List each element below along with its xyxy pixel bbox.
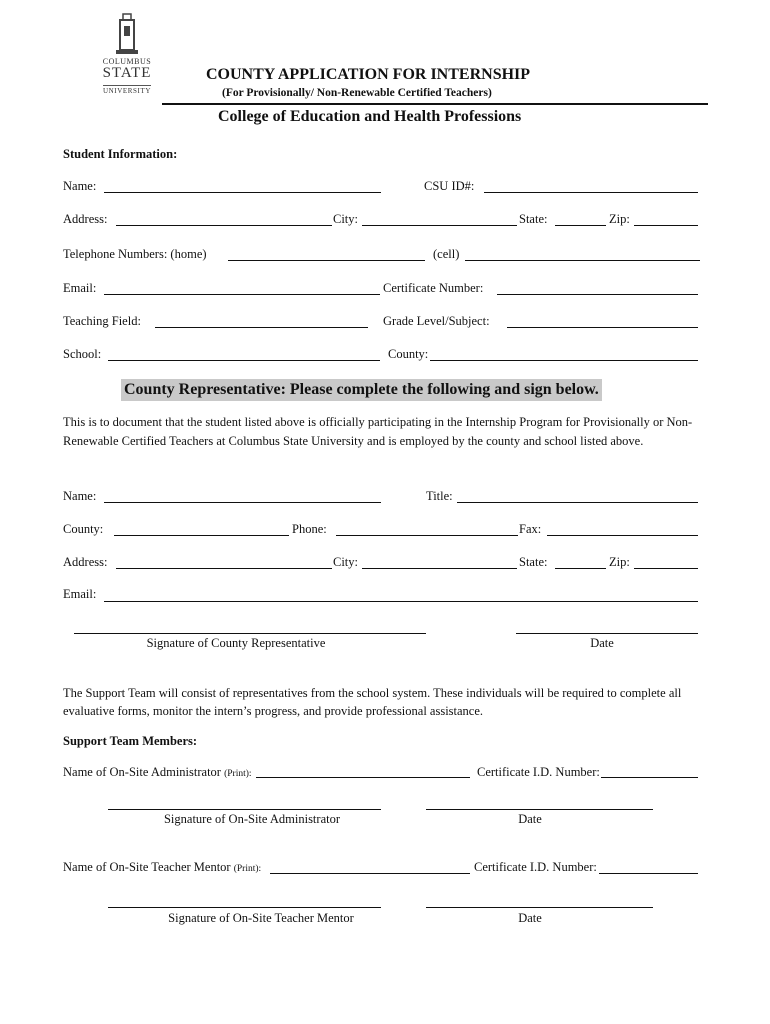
- admin-print-note: (Print):: [224, 769, 252, 779]
- mentor-print-note: (Print):: [233, 864, 262, 874]
- cell-phone-label: (cell): [433, 247, 460, 261]
- admin-date-line[interactable]: [426, 809, 653, 810]
- rep-name-label: Name:: [63, 489, 97, 503]
- rep-city-label: City:: [333, 555, 359, 569]
- rep-email-label: Email:: [63, 587, 97, 601]
- tower-icon: [114, 12, 140, 56]
- student-zip-field[interactable]: [634, 225, 698, 226]
- teaching-field-label: Teaching Field:: [63, 314, 141, 328]
- form-title: COUNTY APPLICATION FOR INTERNSHIP: [206, 66, 531, 83]
- header-rule: [162, 103, 708, 105]
- cell-phone-field[interactable]: [465, 260, 700, 261]
- rep-county-label: County:: [63, 522, 104, 536]
- mentor-name-label: [63, 860, 261, 875]
- certificate-number-field[interactable]: [497, 294, 698, 295]
- county-rep-heading: County Representative: Please complete the following and sign below.: [121, 379, 602, 401]
- csu-id-label: CSU ID#:: [424, 179, 475, 193]
- admin-name-text: Name of On-Site Administrator: [63, 765, 221, 779]
- student-county-field[interactable]: [430, 360, 698, 361]
- student-email-label: Email:: [63, 281, 97, 295]
- rep-county-field[interactable]: [114, 535, 289, 536]
- rep-signature-label: Signature of County Representative: [146, 636, 326, 650]
- university-logo: [94, 12, 160, 98]
- student-city-field[interactable]: [362, 225, 517, 226]
- college-heading: College of Education and Health Professions: [218, 108, 522, 125]
- mentor-name-text: Name of On-Site Teacher Mentor: [63, 860, 231, 874]
- logo-line-3: UNIVERSITY: [103, 87, 151, 95]
- csu-id-field[interactable]: [484, 192, 698, 193]
- rep-phone-field[interactable]: [336, 535, 518, 536]
- rep-address-field[interactable]: [116, 568, 332, 569]
- admin-cert-label: Certificate I.D. Number:: [477, 765, 600, 779]
- support-team-heading: Support Team Members:: [63, 734, 198, 748]
- mentor-name-field[interactable]: [270, 873, 470, 874]
- form-subtitle: (For Provisionally/ Non-Renewable Certified Teachers): [222, 87, 492, 99]
- rep-city-field[interactable]: [362, 568, 517, 569]
- mentor-cert-field[interactable]: [599, 873, 698, 874]
- student-info-heading: Student Information:: [63, 147, 178, 161]
- grade-level-label: Grade Level/Subject:: [383, 314, 490, 328]
- rep-title-field[interactable]: [457, 502, 698, 503]
- student-zip-label: Zip:: [609, 212, 630, 226]
- rep-title-label: Title:: [426, 489, 453, 503]
- admin-name-label: [63, 765, 252, 780]
- student-name-field[interactable]: [104, 192, 381, 193]
- rep-zip-label: Zip:: [609, 555, 630, 569]
- student-address-field[interactable]: [116, 225, 332, 226]
- mentor-signature-line[interactable]: [108, 907, 381, 908]
- rep-date-label: Date: [590, 636, 614, 650]
- rep-email-field[interactable]: [104, 601, 698, 602]
- admin-name-field[interactable]: [256, 777, 470, 778]
- teaching-field-field[interactable]: [155, 327, 368, 328]
- rep-phone-label: Phone:: [292, 522, 327, 536]
- support-team-paragraph: The Support Team will consist of representatives from the school system. These individuals will be required to complete all evaluative forms, monitor the intern’s progress, and provide professional assistance.: [63, 686, 682, 718]
- admin-signature-label: Signature of On-Site Administrator: [163, 812, 341, 826]
- mentor-cert-label: Certificate I.D. Number:: [474, 860, 597, 874]
- grade-level-field[interactable]: [507, 327, 698, 328]
- rep-zip-field[interactable]: [634, 568, 698, 569]
- home-phone-field[interactable]: [228, 260, 425, 261]
- mentor-date-label: Date: [518, 911, 542, 925]
- logo-line-2: STATE: [102, 65, 152, 81]
- student-city-label: City:: [333, 212, 359, 226]
- rep-signature-line[interactable]: [74, 633, 426, 634]
- mentor-date-line[interactable]: [426, 907, 653, 908]
- certificate-number-label: Certificate Number:: [383, 281, 484, 295]
- student-address-label: Address:: [63, 212, 108, 226]
- rep-fax-label: Fax:: [519, 522, 542, 536]
- rep-date-line[interactable]: [516, 633, 698, 634]
- rep-fax-field[interactable]: [547, 535, 698, 536]
- admin-cert-field[interactable]: [601, 777, 698, 778]
- home-phone-label: Telephone Numbers: (home): [63, 247, 207, 261]
- county-rep-paragraph: This is to document that the student listed above is officially participating in the Internship Program for Provisionally or Non-Renewable Certified Teachers at Columbus State University and is employed by the county and school listed above.: [63, 415, 693, 448]
- admin-signature-line[interactable]: [108, 809, 381, 810]
- school-field[interactable]: [108, 360, 380, 361]
- rep-address-label: Address:: [63, 555, 108, 569]
- logo-line-1: COLUMBUS: [102, 57, 152, 66]
- rep-state-label: State:: [519, 555, 548, 569]
- admin-date-label: Date: [518, 812, 542, 826]
- school-label: School:: [63, 347, 102, 361]
- rep-state-field[interactable]: [555, 568, 606, 569]
- mentor-signature-label: Signature of On-Site Teacher Mentor: [168, 911, 354, 925]
- student-state-label: State:: [519, 212, 548, 226]
- student-email-field[interactable]: [104, 294, 380, 295]
- student-state-field[interactable]: [555, 225, 606, 226]
- rep-name-field[interactable]: [104, 502, 381, 503]
- student-name-label: Name:: [63, 179, 97, 193]
- student-county-label: County:: [388, 347, 429, 361]
